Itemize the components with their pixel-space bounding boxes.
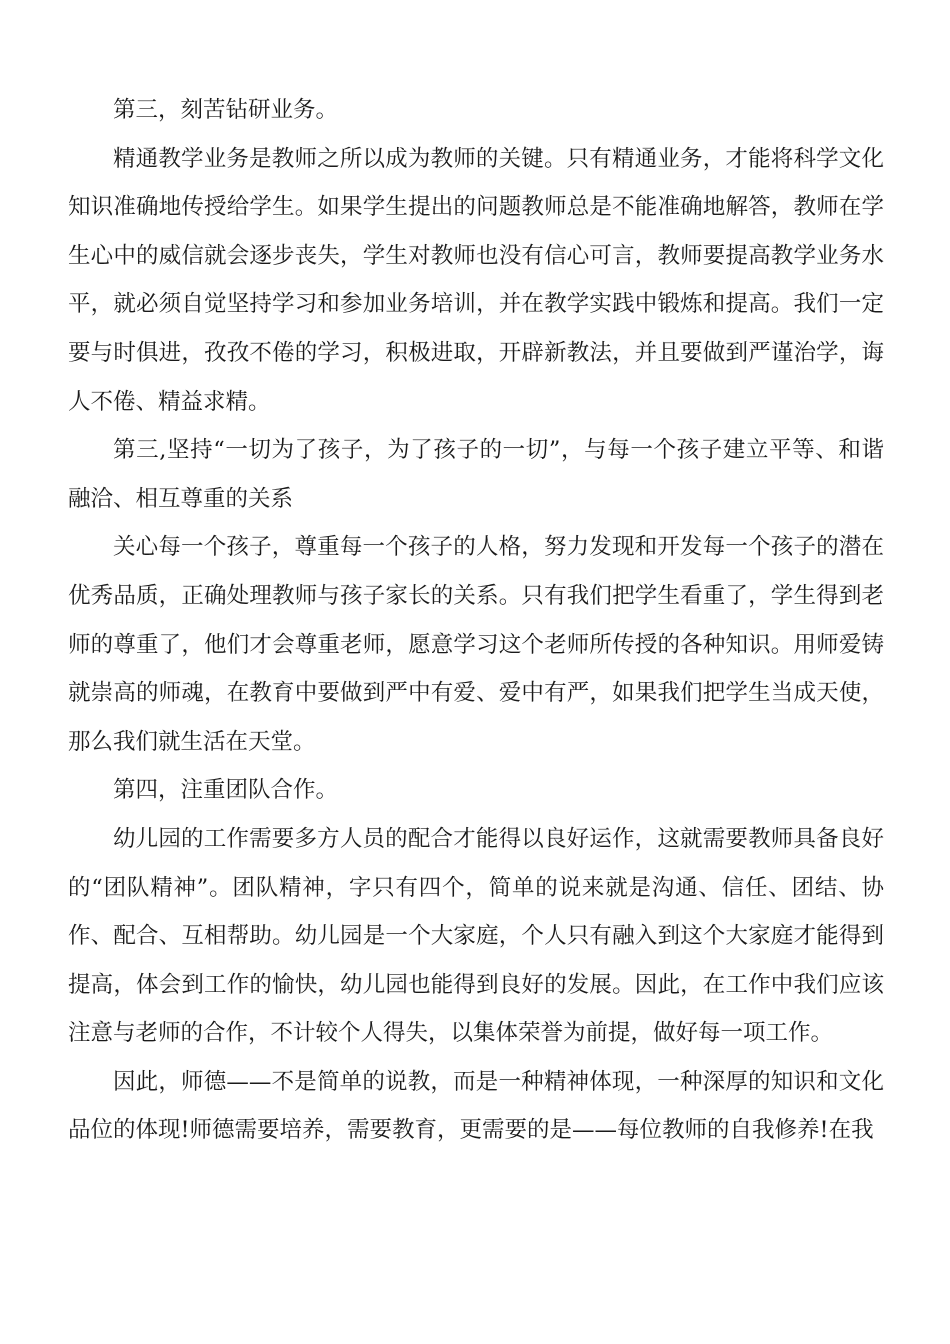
paragraph-heading-3b: 第三,坚持“一切为了孩子，为了孩子的一切”，与每一个孩子建立平等、和谐融洽、相互尊重的关系 — [68, 437, 884, 512]
paragraph-body: 精通教学业务是教师之所以成为教师的关键。只有精通业务，才能将科学文化知识准确地传授给学生。如果学生提出的问题教师总是不能准确地解答，教师在学生心中的威信就会逐步丧失，学生对教师也没有信心可言，教师要提高教学业务水平，就必须自觉坚持学习和参加业务培训，并在教学实践中锻炼和提高。我们一定要与时俱进，孜孜不倦的学习，积极进取，开辟新教法，并且要做到严谨治学，诲人不倦、精益求精。 — [68, 145, 884, 415]
paragraph-body: 因此，师德——不是简单的说教，而是一种精神体现，一种深厚的知识和文化品位的体现!师德需要培养，需要教育，更需要的是——每位教师的自我修养!在我 — [68, 1068, 884, 1144]
paragraph-body: 幼儿园的工作需要多方人员的配合才能得以良好运作，这就需要教师具备良好的“团队精神”。团队精神，字只有四个，简单的说来就是沟通、信任、团结、协作、配合、互相帮助。幼儿园是一个大家庭，个人只有融入到这个大家庭才能得到提高，体会到工作的愉快，幼儿园也能得到良好的发展。因此，在工作中我们应该注意与老师的合作，不计较个人得失，以集体荣誉为前提，做好每一项工作。 — [68, 825, 884, 1047]
document-page — [68, 86, 884, 1155]
paragraph-heading-3: 第三，刻苦钻研业务。 — [113, 97, 339, 123]
paragraph-body: 关心每一个孩子，尊重每一个孩子的人格，努力发现和开发每一个孩子的潜在优秀品质，正确处理教师与孩子家长的关系。只有我们把学生看重了，学生得到老师的尊重了，他们才会尊重老师，愿意学习这个老师所传授的各种知识。用师爱铸就崇高的师魂，在教育中要做到严中有爱、爱中有严，如果我们把学生当成天使，那么我们就生活在天堂。 — [68, 534, 884, 755]
paragraph-heading-4: 第四，注重团队合作。 — [113, 777, 339, 804]
